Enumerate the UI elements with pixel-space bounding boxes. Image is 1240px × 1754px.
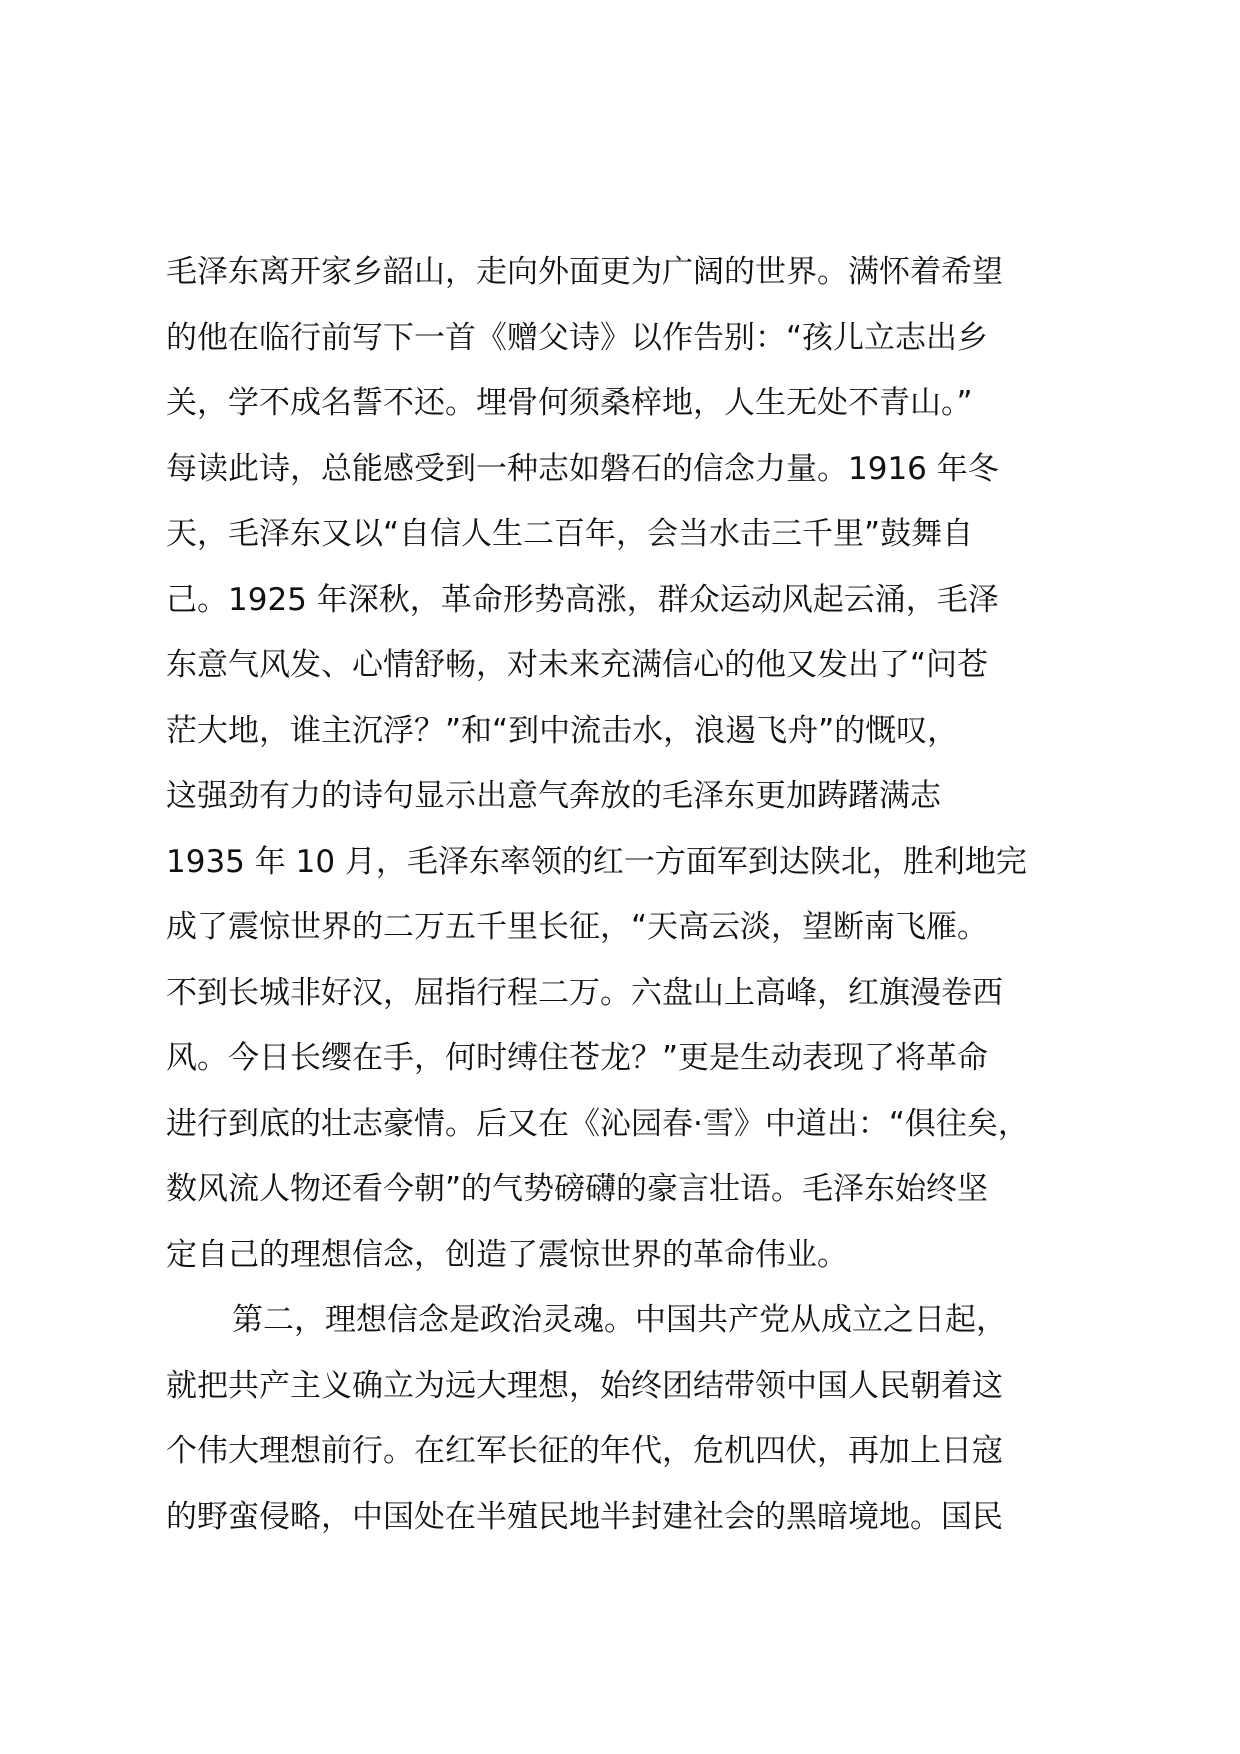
text-line: 己。1925 年深秋，革命形势高涨，群众运动风起云涌，毛泽	[166, 581, 999, 618]
text-line: 风。今日长缨在手，何时缚住苍龙？”更是生动表现了将革命	[166, 1040, 989, 1076]
text-line: 个伟大理想前行。在红军长征的年代，危机四伏，再加上日寇	[166, 1433, 1003, 1469]
text-line: 的野蛮侵略，中国处在半殖民地半封建社会的黑暗境地。国民	[166, 1498, 1003, 1535]
text-line: 不到长城非好汉，屈指行程二万。六盘山上高峰，红旗漫卷西	[166, 974, 1003, 1011]
text-line: 毛泽东离开家乡韶山，走向外面更为广阔的世界。满怀着希望	[166, 254, 1003, 290]
text-line: 定自己的理想信念，创造了震惊世界的革命伟业。	[166, 1236, 848, 1273]
text-line: 关，学不成名誓不还。埋骨何须桑梓地，人生无处不青山。”	[166, 385, 973, 421]
text-line: 数风流人物还看今朝”的气势磅礴的豪言壮语。毛泽东始终坚	[166, 1171, 989, 1207]
text-line: 1935 年 10 月，毛泽东率领的红一方面军到达陕北，胜利地完	[166, 843, 1027, 880]
text-line: 进行到底的壮志豪情。后又在《沁园春·雪》中道出：“俱往矣，	[166, 1105, 1029, 1142]
text-line: 这强劲有力的诗句显示出意气奔放的毛泽东更加踌躇满志	[166, 778, 941, 814]
text-line: 茫大地，谁主沉浮？”和“到中流击水，浪遏飞舟”的慨叹，	[166, 712, 959, 749]
text-line: 东意气风发、心情舒畅，对未来充满信心的他又发出了“问苍	[166, 647, 989, 683]
text-line: 每读此诗，总能感受到一种志如磐石的信念力量。1916 年冬	[166, 450, 999, 487]
body-text	[166, 240, 1126, 1550]
text-line: 天，毛泽东又以“自信人生二百年，会当水击三千里”鼓舞自	[166, 516, 974, 552]
text-line: 的他在临行前写下一首《赠父诗》以作告别：“孩儿立志出乡	[166, 319, 989, 356]
text-line: 就把共产主义确立为远大理想，始终团结带领中国人民朝着这	[166, 1367, 1003, 1404]
paragraph-start-line: 第二，理想信念是政治灵魂。中国共产党从成立之日起，	[232, 1302, 1007, 1338]
text-line: 成了震惊世界的二万五千里长征，“天高云淡，望断南飞雁。	[166, 909, 989, 945]
